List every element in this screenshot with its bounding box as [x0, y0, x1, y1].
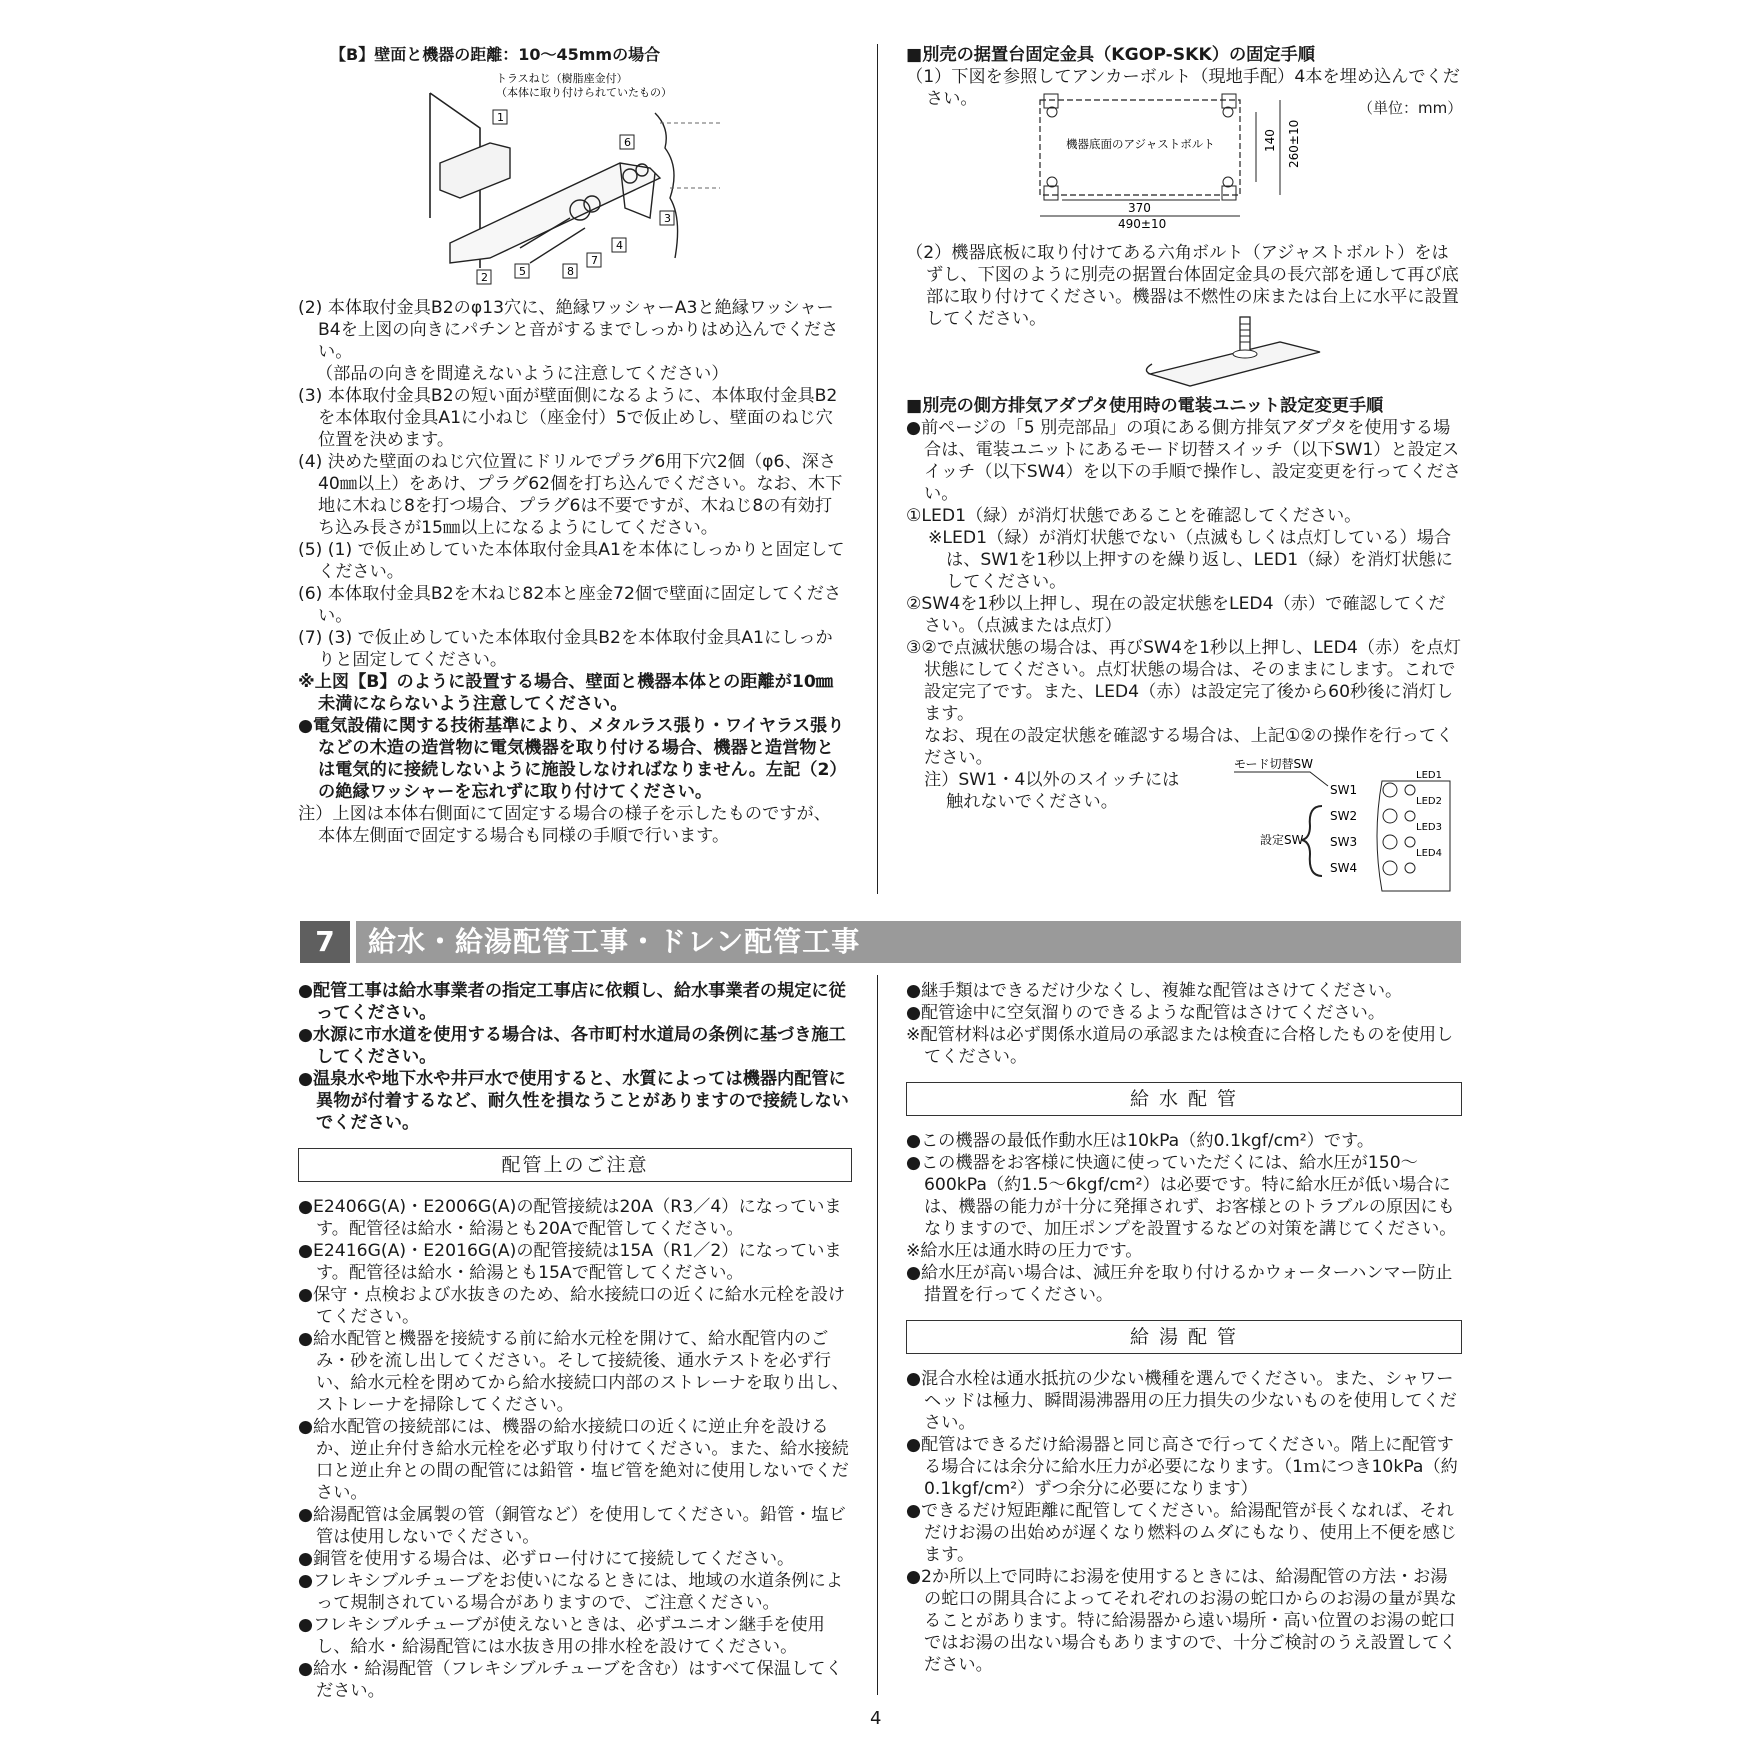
led-step-2: ②SW4を1秒以上押し、現在の設定状態をLED4（赤）で確認してください。（点滅または点灯）	[906, 594, 1446, 636]
joint-note-1: ●継手類はできるだけ少なくし、複雑な配管はさけてください。	[906, 981, 1403, 1001]
water-3: ※給水圧は通水時の圧力です。	[906, 1241, 1143, 1261]
callout-8: 8	[567, 265, 574, 278]
switch-note-2: 触れないでください。	[946, 792, 1118, 812]
piping-bullet-1: ●配管工事は給水事業者の指定工事店に依頼し、給水事業者の規定に従ってください。	[298, 981, 846, 1023]
heading-base-fixing: ■別売の据置台固定金具（KGOP-SKK）の固定手順	[906, 45, 1315, 65]
water-2: ●この機器をお客様に快適に使っていただくには、給水圧が150～600kPa（約1.5～6kgf/cm²）は必要です。特に給水圧が低い場合には、機器の能力が十分に発揮されず、お客様とのトラブルの原因にもなりますので、加圧ポンプを設置するなどの対策を講じてください。	[906, 1153, 1457, 1239]
note-figure: 注）上図は本体右側面にて固定する場合の様子を示したものですが、本体左側面で固定する場合も同様の手順で行います。	[298, 804, 831, 846]
callout-7: 7	[591, 254, 598, 267]
dim-370: 370	[1128, 201, 1151, 215]
caution-9: ●フレキシブルチューブが使えないときは、必ずユニオン継手を使用し、給水・給湯配管には水抜き用の排水栓を設けてください。	[298, 1615, 825, 1657]
step-7: (7) (3) で仮止めしていた本体取付金具B2を本体取付金具A1にしっかりと固定してください。	[298, 628, 833, 670]
right-top-text-3	[906, 395, 1462, 813]
step-5: (5) (1) で仮止めしていた本体取付金具A1を本体にしっかりと固定してください。	[298, 540, 845, 582]
switch-note-1: 注）SW1・4以外のスイッチには	[924, 770, 1180, 790]
section-number: 7	[300, 921, 350, 963]
mode-sw-label: モード切替SW	[1234, 757, 1314, 771]
right-bottom-text	[906, 980, 1462, 1676]
note-fig-b: ※上図【B】のように設置する場合、壁面と機器本体との距離が10㎜未満にならないよう注意してください。	[298, 672, 833, 714]
led-step-1-note: ※LED1（緑）が消灯状態でない（点滅もしくは点灯している）場合は、SW1を1秒以上押すのを繰り返し、LED1（緑）を消灯状態にしてください。	[928, 528, 1453, 592]
base-bracket-diagram	[1140, 312, 1330, 392]
led-intro: ●前ページの「5 別売部品」の項にある側方排気アダプタを使用する場合は、電装ユニットにあるモード切替スイッチ（以下SW1）と設定スイッチ（以下SW4）を以下の手順で操作し、設定変更を行ってください。	[906, 418, 1461, 504]
step-2-note: （部品の向きを間違えないように注意してください）	[316, 364, 729, 384]
heading-led-setting: ■別売の側方排気アダプタ使用時の電装ユニット設定変更手順	[906, 396, 1384, 416]
step-4: (4) 決めた壁面のねじ穴位置にドリルでプラグ6用下穴2個（φ6、深さ40㎜以上）をあけ、プラグ62個を打ち込んでください。なお、木下地に木ねじ8を打つ場合、プラグ6は不要ですが、木ねじ8の有効打ち込み長さが15㎜以上になるようにしてください。	[298, 452, 843, 538]
callout-4: 4	[616, 239, 623, 252]
fig-b-bracket-diagram	[420, 68, 740, 298]
step-6: (6) 本体取付金具B2を木ねじ82本と座金72個で壁面に固定してください。	[298, 584, 842, 626]
section-separator	[350, 921, 356, 963]
bullet-electrical: ●電気設備に関する技術基準により、メタルラス張り・ワイヤラス張りなどの木造の造営物に電気機器を取り付ける場合、機器と造営物とは電気的に接続しないように施設しなければなりません。左記（2）の絶縁ワッシャーを忘れずに取り付けてください。	[298, 716, 845, 802]
caution-1: ●E2406G(A)・E2006G(A)の配管接続は20A（R3／4）になっています。配管径は給水・給湯とも20Aで配管してください。	[298, 1197, 842, 1239]
adjust-bolt-label: 機器底面のアジャストボルト	[1066, 137, 1215, 151]
heading-water-supply: 給 水 配 管	[906, 1082, 1462, 1116]
section-title: 給水・給湯配管工事・ドレン配管工事	[368, 925, 861, 958]
column-divider-top	[877, 44, 878, 894]
hot-3: ●できるだけ短距離に配管してください。給湯配管が長くなれば、それだけお湯の出始めが遅くなり燃料のムダにもなり、使用上不便を感じます。	[906, 1501, 1457, 1565]
piping-bullet-2: ●水源に市水道を使用する場合は、各市町村水道局の条例に基づき施工してください。	[298, 1025, 846, 1067]
caution-2: ●E2416G(A)・E2016G(A)の配管接続は15A（R1／2）になっています。配管径は給水・給湯とも15Aで配管してください。	[298, 1241, 842, 1283]
fig-b-callout2: （本体に取り付けられていたもの）	[496, 86, 672, 99]
dim-260: 260±10	[1287, 119, 1301, 168]
dim-140: 140	[1263, 129, 1277, 152]
caution-6: ●給湯配管は金属製の管（銅管など）を使用してください。鉛管・塩ビ管は使用しないでください。	[298, 1505, 846, 1547]
left-top-text	[298, 297, 846, 847]
piping-bullet-3: ●温泉水や地下水や井戸水で使用すると、水質によっては機器内配管に異物が付着するなど、耐久性を損なうことがありますので接続しないでください。	[298, 1069, 849, 1133]
set-sw-label: 設定SW	[1260, 833, 1304, 847]
sw2-label: SW2	[1330, 809, 1358, 823]
step-2: (2) 本体取付金具B2のφ13穴に、絶縁ワッシャーA3と絶縁ワッシャーB4を上図の向きにパチンと音がするまでしっかりはめ込んでください。	[298, 298, 839, 362]
led-step-3: ③②で点滅状態の場合は、再びSW4を1秒以上押し、LED4（赤）を点灯状態にしてください。点灯状態の場合は、そのままにします。これで設定完了です。また、LED4（赤）は設定完了後から60秒後に消灯します。	[906, 638, 1461, 724]
led-step-note: なお、現在の設定状態を確認する場合は、上記①②の操作を行ってください。	[924, 726, 1454, 768]
heading-hot-water: 給 湯 配 管	[906, 1320, 1462, 1354]
fig-b-callout1: トラスねじ（樹脂座金付）	[496, 72, 628, 85]
callout-2: 2	[481, 271, 488, 284]
water-1: ●この機器の最低作動水圧は10kPa（約0.1kgf/cm²）です。	[906, 1131, 1375, 1151]
base-step-1: （1）下図を参照してアンカーボルト（現地手配）4本を埋め込んでください。	[906, 67, 1460, 109]
led4-label: LED4	[1416, 848, 1442, 859]
material-note: ※配管材料は必ず関係水道局の承認または検査に合格したものを使用してください。	[906, 1025, 1454, 1067]
led3-label: LED3	[1416, 822, 1442, 833]
led1-label: LED1	[1416, 770, 1442, 781]
anchor-bolt-diagram	[1030, 92, 1310, 232]
fig-b-title: 【B】壁面と機器の距離：10～45mmの場合	[330, 45, 661, 64]
hot-4: ●2か所以上で同時にお湯を使用するときには、給湯配管の方法・お湯の蛇口の開具合によってそれぞれのお湯の蛇口からのお湯の量が異なることがあります。特に給湯器から遠い場所・高い位置のお湯の蛇口ではお湯の出ない場合もありますので、十分ご検討のうえ設置してください。	[906, 1567, 1457, 1675]
caution-7: ●銅管を使用する場合は、必ずロー付けにて接続してください。	[298, 1549, 795, 1569]
sw3-label: SW3	[1330, 835, 1358, 849]
water-4: ●給水圧が高い場合は、減圧弁を取り付けるかウォーターハンマー防止措置を行ってください。	[906, 1263, 1453, 1305]
hot-1: ●混合水栓は通水抵抗の少ない機種を選んでください。また、シャワーヘッドは極力、瞬間湯沸器用の圧力損失の少ないものを使用してください。	[906, 1369, 1457, 1433]
hot-2: ●配管はできるだけ給湯器と同じ高さで行ってください。階上に配管する場合には余分に給水圧力が必要になります。（1ｍにつき10kPa（約0.1kgf/cm²）ずつ余分に必要になります）	[906, 1435, 1458, 1499]
caution-8: ●フレキシブルチューブをお使いになるときには、地域の水道条例によって規制されている場合がありますので、ご注意ください。	[298, 1571, 843, 1613]
callout-3: 3	[664, 212, 671, 225]
dim-490: 490±10	[1118, 217, 1167, 231]
joint-note-2: ●配管途中に空気溜りのできるような配管はさけてください。	[906, 1003, 1386, 1023]
caution-5: ●給水配管の接続部には、機器の給水接続口の近くに逆止弁を設けるか、逆止弁付き給水元栓を必ず取り付けてください。また、給水接続口と逆止弁との間の配管には鉛管・塩ビ管を絶対に使用しないでください。	[298, 1417, 849, 1503]
sw4-label: SW4	[1330, 861, 1358, 875]
callout-5: 5	[519, 265, 526, 278]
caution-10: ●給水・給湯配管（フレキシブルチューブを含む）はすべて保温してください。	[298, 1659, 843, 1701]
switch-diagram	[1210, 756, 1460, 896]
base-step-2: （2）機器底板に取り付けてある六角ボルト（アジャストボルト）をはずし、下図のように別売の据置台体固定金具の長穴部を通して再び底部に取り付けてください。機器は不燃性の床または台上に水平に設置してください。	[906, 243, 1459, 329]
column-divider-bottom	[877, 975, 878, 1695]
callout-1: 1	[497, 111, 504, 124]
unit-label: （単位：mm）	[1358, 99, 1463, 117]
led-step-1: ①LED1（緑）が消灯状態であることを確認してください。	[906, 506, 1362, 526]
led2-label: LED2	[1416, 796, 1442, 807]
sw1-label: SW1	[1330, 783, 1358, 797]
heading-piping-caution: 配管上のご注意	[298, 1148, 852, 1182]
callout-6: 6	[624, 136, 631, 149]
page-number: 4	[870, 1708, 882, 1729]
left-bottom-text	[298, 980, 852, 1702]
caution-3: ●保守・点検および水抜きのため、給水接続口の近くに給水元栓を設けてください。	[298, 1285, 846, 1327]
caution-4: ●給水配管と機器を接続する前に給水元栓を開けて、給水配管内のごみ・砂を流し出してください。そして接続後、通水テストを必ず行い、給水元栓を閉めてから給水接続口内部のストレーナを取り出し、ストレーナを掃除してください。	[298, 1329, 849, 1415]
step-3: (3) 本体取付金具B2の短い面が壁面側になるように、本体取付金具B2を本体取付金具A1に小ねじ（座金付）5で仮止めし、壁面のねじ穴位置を決めます。	[298, 386, 838, 450]
